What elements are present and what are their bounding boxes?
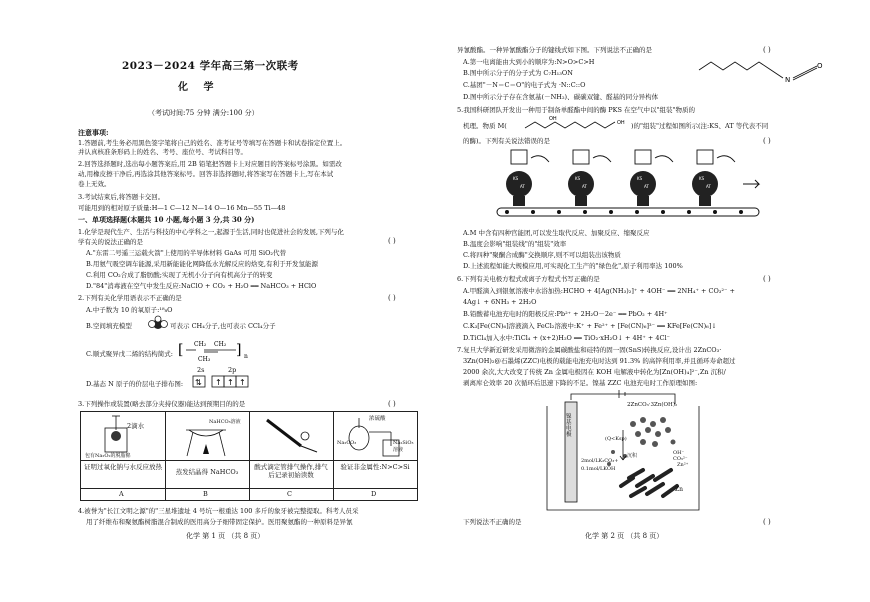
ksp-label: (Q<Ksp) [605,436,627,442]
nickel-electrode-label: 镍基电极 [566,414,572,438]
svg-text:AT: AT [520,184,525,189]
q7-line-4: 剥离库仑效率 20 次循环后迅速下降的不足。镍基 ZZC 电池充电时工作原理如图: [463,379,698,387]
nahco3-label: NaHCO₃溶液 [209,419,241,425]
zn-label: Zn [675,486,684,493]
atomic-mass-line: 可能用到的相对原子质量:H—1 C—12 N—14 O—16 Mn—55 Ti—48 [78,204,286,212]
q3-purpose-b: 蒸发结晶得 NaHCO₃ [175,468,239,476]
q7-question: 下列说法不正确的是 [463,518,522,526]
isocyanate-skeletal-icon [695,56,845,88]
electrolyte-label-2: 0.1mol/LKOH [581,466,616,472]
battery-figure [543,390,703,514]
q4-option-c: C.基团"－N＝C＝O"的电子式为 ·N::C::O [463,81,586,89]
q1-option-c: C.利用 CO₂合成了脂肪酸;实现了无机小分子向有机高分子的转变 [86,271,273,279]
svg-text:AT: AT [644,184,649,189]
note-line: 卷上无效。 [78,180,111,188]
conc-sulfuric-label: 浓硫酸 [369,416,386,422]
q1-option-b: B.用氨气吸空调车能源,采用新能能化网降低水光解反应的焓变,有利于开发氢能源 [86,260,318,268]
oh-label: OH⁻ [673,450,685,456]
q6-stem: 6.下列有关电极方程式或离子方程式书写正确的是 [457,275,600,283]
svg-text:CH₃: CH₃ [198,356,211,363]
q3-answer-paren: ( ) [388,400,396,408]
water-drops-label: 2滴水 [127,422,145,430]
q3-purpose-d: 验证非金属性:N>C>Si [340,463,410,471]
svg-text:OH: OH [617,120,625,126]
q1-stem-cont: 学有关的说法正确的是 [78,238,143,246]
q2-option-a: A.中子数为 10 的氧原子:¹⁸₈O [86,306,173,314]
svg-text:]: ] [236,342,242,358]
q6-option-a: A.甲醛滴入到银氨溶液中水浴加热:HCHO + 4[Ag(NH₃)₂]⁺ + 4OH⁻ ══ 2NH₄⁺ + CO₃²⁻ + [463,287,735,295]
space-filling-model-icon [148,316,168,332]
svg-text:KS: KS [513,176,519,181]
q2-option-c: C.顺式聚异戊二烯的结构简式: [86,350,173,358]
co3-label: CO₃²⁻ [673,456,688,462]
note-line: 3.考试结束后,将答题卡交回。 [78,193,165,201]
q5-line-1: 5.我国科研团队开发出一种用于制备单醛酯中间的酶 PKS 在空气中以"组装"物质的 [457,106,695,114]
q2-option-b: B.空间填充模型 [86,322,132,330]
q3-letter-b: B [203,490,208,498]
q5-option-a: A.M 中含有四种官能团,可以发生取代反应、加聚反应、缩聚反应 [463,229,650,237]
q6-option-b: B.铅酸蓄电池充电时的阳极反应:Pb²⁺ + 2H₂O－2e⁻ ══ PbO₂ + 4H⁺ [463,310,668,318]
q4-line-2: 用了纤维布和聚氨酯树脂混合制成的医用高分子细带固定保护。医用聚氨酯的一种原料是异氰 [86,518,353,526]
zzc-formula-label: 2ZnCO₃·3Zn(OH)₂ [627,402,678,408]
svg-text:KS: KS [699,176,705,181]
sodium-peroxide-label: 包有Na₂O₂的脱脂棉 [85,453,131,459]
svg-text:KS: KS [637,176,643,181]
svg-text:KS: KS [575,176,581,181]
q3-letter-a: A [119,490,124,498]
q6-option-c: C.K₃[Fe(CN)₆]溶液滴入 FeCl₂溶液中:K⁺ + Fe²⁺ + [Fe(CN)₆]³⁻ ══ KFe[Fe(CN)₆]↓ [463,322,717,330]
q5-option-c: C.将四种"聚酮合成酶"交换顺序,则不可以组装出该物质 [463,251,621,259]
q6-option-a-cont: 4Ag↓ + 6NH₃ + 2H₂O [463,298,537,306]
q3-purpose-c: 酸式滴定管排气操作,排气后记录初始读数 [254,463,328,479]
svg-text:N: N [785,76,791,84]
q3-apparatus-table [80,411,418,501]
q5-line-2-cont: )的"组装"过程如图所示(注:KS、AT 等代表不同 [631,122,769,130]
q1-answer-paren: ( ) [388,237,396,245]
exam-info: （考试时间:75 分钟 满分:100 分） [148,109,259,117]
svg-text:⇅: ⇅ [195,378,202,387]
svg-text:OH: OH [549,116,557,122]
q5-option-b: B.温度会影响"组装线"的"组装"效率 [463,240,567,248]
deposition-label: 沉积 [627,453,638,459]
na2sio3-label: Na₂SiO₃溶液 [393,440,414,453]
q6-option-d: D.TiCl₄加入水中:TiCl₄ + (x+2)H₂O ══ TiO₂·xH₂O↓ + 4H⁺ + 4Cl⁻ [463,334,670,342]
svg-text:↑: ↑ [227,378,234,387]
right-page [445,0,870,602]
note-line: 动,用橡皮擦干净后,再选涂其他答案标号。回答非选择题时,将答案写在答题卡上,写在本试 [78,170,334,178]
exam-title: 2023－2024 学年高三第一次联考 [122,60,299,72]
q1-stem: 1.化学是现代生产、生活与科技的中心学科之一,起源于生活,同时也促进社会的发展,下列与化 [78,228,344,236]
q4-line-1: 4.被誉为"长江文明之源"的"三星堆遗址 4 号坑一根重达 100 多斤的象牙被完整提取。科考人员采 [78,507,359,515]
na2co3-label: Na₂CO₃ [337,440,357,446]
q3-stem: 3.下列操作或装置(略去部分夹持仪器)能达到预期目的的是 [78,400,246,408]
svg-text:n: n [244,353,248,360]
q1-option-d: D."84"消毒液在空气中发生反应:NaClO + CO₂ + H₂O ══ NaHCO₃ + HClO [86,282,317,290]
note-line: 2.回答选择题时,选出每小题答案后,用 2B 铅笔把答题卡上对应题目的答案标号涂黑。如需改 [78,160,342,168]
assembly-line-figure [493,148,773,224]
note-line: 1.答题前,考生务必用黑色签字笔将自己的姓名、准考证号等填写在答题卡和试卷指定位置上。 [78,139,347,147]
q2-stem: 2.下列有关化学用语表示不正确的是 [78,294,182,302]
svg-text:↑: ↑ [239,378,246,387]
svg-text:CH₂: CH₂ [214,341,227,348]
orbital-diagram-icon [192,375,252,389]
svg-text:AT: AT [706,184,711,189]
q3-purpose-a: 证明过氧化钠与水反应放热 [84,463,162,471]
q2-option-d: D.基态 N 原子的价层电子排布图: [86,380,184,388]
orbital-2s-label: 2s [197,366,205,374]
q4-option-b: B.图中所示分子的分子式为 C₇H₁₃ON [463,69,573,77]
burette-exhaust-icon [261,416,325,458]
q4-option-d: D.图中所示分子存在含氨基(－NH₂)、碳碳双键、醛基的同分异构体 [463,93,659,101]
svg-text:↑: ↑ [215,378,222,387]
subject-title: 化 学 [178,82,220,93]
svg-text:CH₂: CH₂ [194,341,207,348]
q6-answer-paren: ( ) [763,275,771,283]
section-heading: 一、单项选择题(本题共 10 小题,每小题 3 分,共 30 分) [78,215,255,224]
q3-letter-d: D [371,490,377,498]
q5-line-3: 的酶)。下列有关说法错误的是 [463,137,551,145]
page-footer-2: 化学 第 2 页 （共 8 页） [585,532,664,540]
molecule-m-structure-icon [523,114,631,134]
notes-heading: 注意事项: [78,128,109,137]
q3-letter-c: C [287,490,292,498]
q7-line-1: 7.复旦大学新近研发采用微溶的金属碳酸盐和硅特的固一固(SnS)转换反应,设计出 2ZnCO₃· [457,346,722,354]
page-footer-1: 化学 第 1 页 （共 8 页） [186,532,265,540]
note-line: 并认真核准条形码上的姓名、考号、座位号、考试科目等。 [78,148,247,156]
q7-answer-paren: ( ) [763,518,771,526]
q2-answer-paren: ( ) [388,294,396,302]
zn2-label: Zn²⁺ [677,462,689,468]
polyisoprene-structure-icon [178,338,258,364]
q5-line-2: 机理。物质 M( [463,122,507,130]
q4-continued: 异氰酸酯。一种异氰酸酯分子的键线式如下图。下列说法不正确的是 [457,46,652,54]
svg-text:[: [ [178,342,184,358]
electrolyte-label: 2mol/LK₂CO₃+ [581,458,619,464]
q4-answer-paren: ( ) [763,46,771,54]
q5-answer-paren: ( ) [763,137,771,145]
svg-text:O: O [817,62,823,70]
q7-line-2: 3Zn(OH)₂@石墨烯(ZZC)电极的载能电池充电时达到 91.3% 的高锌利用率,并且循环寿命超过 [463,357,736,365]
orbital-2p-label: 2p [228,366,237,374]
q7-line-3: 2000 余次,大大改变了传统 Zn 金属电极因在 KOH 电解液中转化为[Zn(OH)₄]²⁻,Zn 沉积/ [463,368,726,376]
q5-option-d: D.上述流程如能大规模应用,可实现化工生产的"绿色化",原子利用率达 100% [463,262,683,270]
q1-option-a: A."东雷二号遥三运载火箭"上使用的半导体材料 GaAs 可用 SiO₂代替 [86,249,287,257]
q2-option-b-cont: 可表示 CH₄分子,也可表示 CCl₄分子 [170,322,276,330]
q4-option-a: A.第一电离能由大到小的顺序为:N>O>C>H [463,58,595,66]
svg-text:AT: AT [582,184,587,189]
